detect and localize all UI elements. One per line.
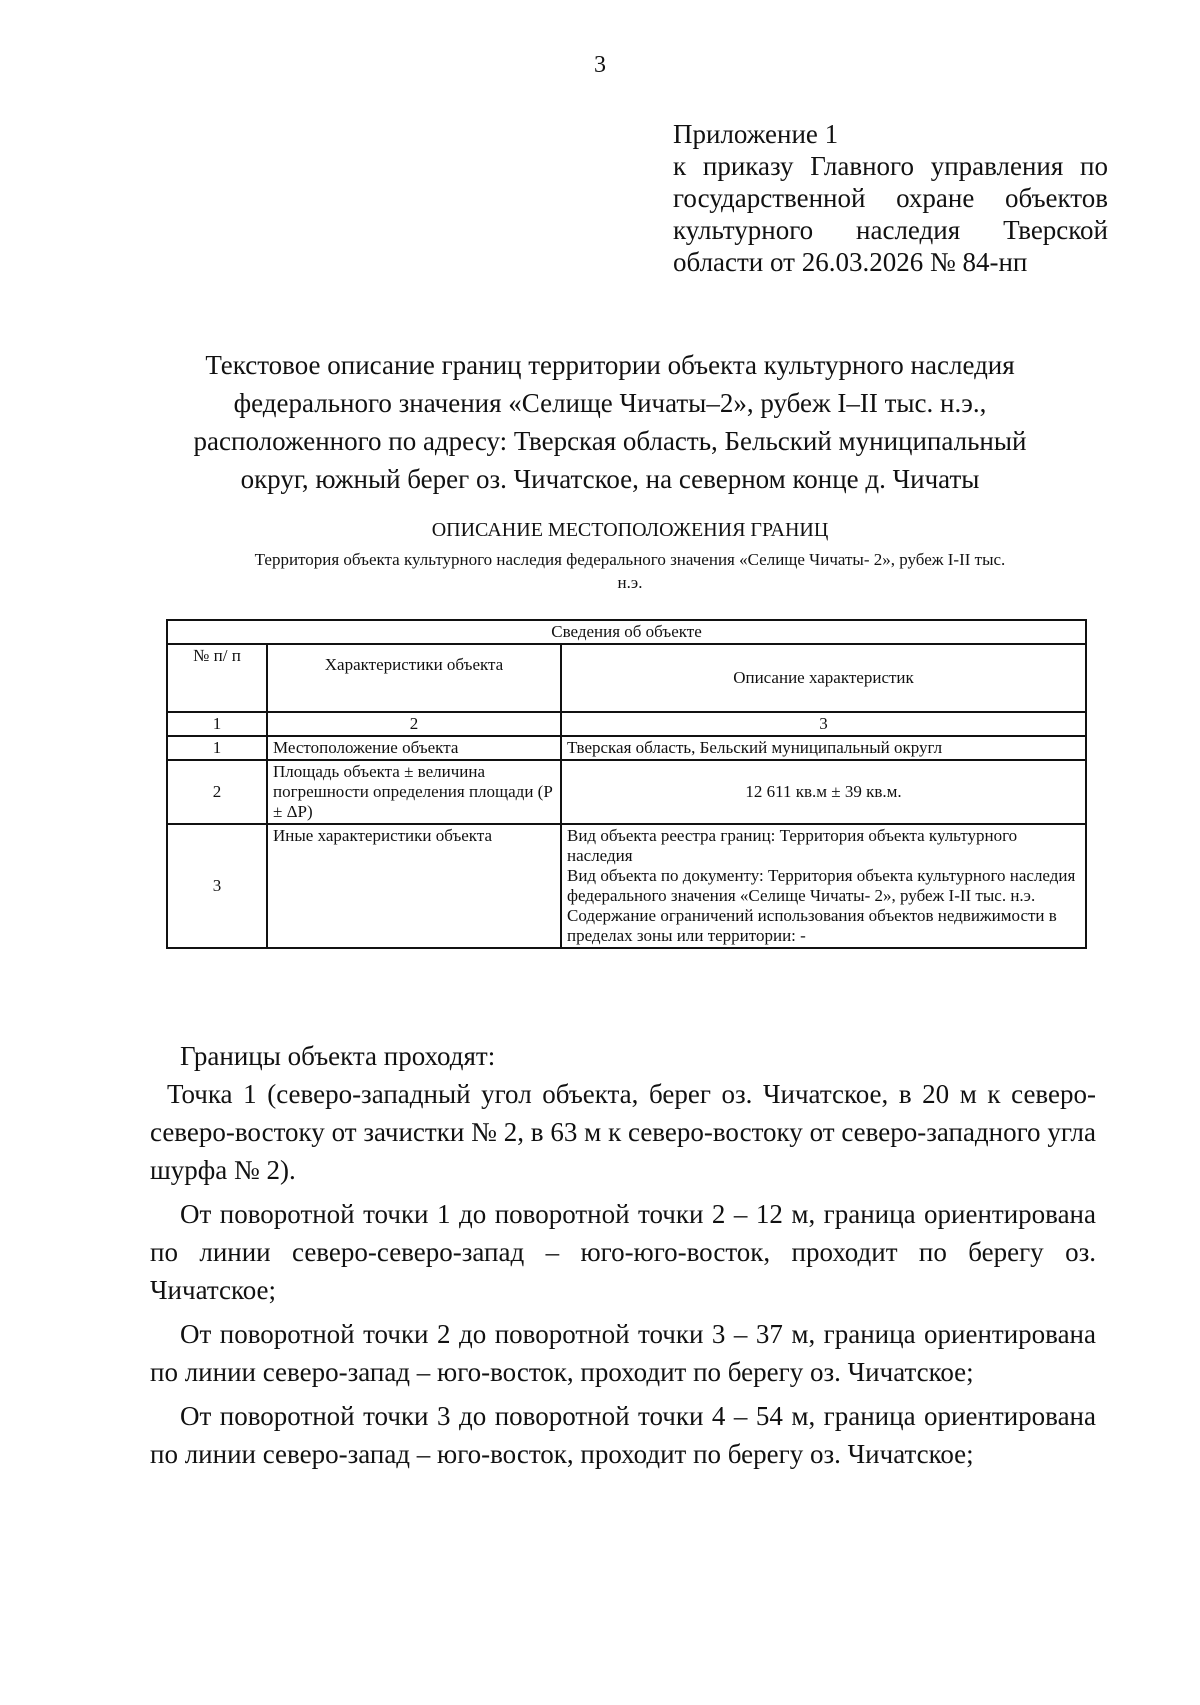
page-number: 3 [594,52,606,78]
point-1-description: Точка 1 (северо-западный угол объекта, берег оз. Чичатское, в 20 м к северо-северо-востоку от зачистки № 2, в 63 м к северо-востоку от северо-западного угла шурфа № 2). [150,1079,1096,1185]
subheading-line: н.э. [617,573,643,592]
row-description-line: Вид объекта по документу: Территория объекта культурного наследия федерального значения «Селище Чичаты- 2», рубеж I-II тыс. н.э. [567,866,1076,905]
row-description-line: Содержание ограничений использования объектов недвижимости в пределах зоны или территории: - [567,906,1057,945]
table-row [167,824,1086,948]
title-line: Текстовое описание границ территории объекта культурного наследия [205,350,1015,380]
row-num: 3 [167,824,267,948]
column-number: 1 [167,712,267,736]
table-caption-row [167,620,1086,644]
column-number-row [167,712,1086,736]
boundaries-section [150,1037,1096,1473]
header-description: Описание характеристик [561,644,1086,712]
boundary-segment: От поворотной точки 1 до поворотной точки 2 – 12 м, граница ориентирована по линии северо-северо-запад – юго-юго-восток, проходит по берегу оз. Чичатское; [150,1199,1096,1305]
row-description-cell [561,824,1086,948]
row-characteristic: Площадь объекта ± величина погрешности определения площади (Р ± ΔР) [267,760,561,824]
title-line: федерального значения «Селище Чичаты–2», рубеж I–II тыс. н.э., [233,388,987,418]
boundaries-intro: Границы объекта проходят: [180,1041,496,1071]
appendix-line: к приказу Главного управления по [673,151,1108,181]
appendix-line: области от 26.03.2026 № 84-нп [673,247,1028,277]
table-row [167,760,1086,824]
appendix-line: государственной охране объектов [673,183,1108,213]
table-caption: Сведения об объекте [167,620,1086,644]
object-info-table [166,619,1087,949]
table-header-row [167,644,1086,712]
row-characteristic: Иные характеристики объекта [267,824,561,948]
title-line: округ, южный берег оз. Чичатское, на северном конце д. Чичаты [240,464,980,494]
header-characteristic: Характеристики объекта [267,644,561,712]
appendix-line: культурного наследия Тверской [673,215,1108,245]
title-line: расположенного по адресу: Тверская область, Бельский муниципальный [193,426,1027,456]
row-description: 12 611 кв.м ± 39 кв.м. [561,760,1086,824]
boundary-segment: От поворотной точки 2 до поворотной точки 3 – 37 м, граница ориентирована по линии северо-запад – юго-восток, проходит по берегу оз. Чичатское; [150,1319,1096,1387]
boundary-description-subheading [170,548,1090,594]
header-num: № п/ п [167,644,267,712]
document-title [150,346,1070,498]
subheading-line: Территория объекта культурного наследия федерального значения «Селище Чичаты- 2», рубеж I-II тыс. [254,550,1006,569]
boundary-description-heading: ОПИСАНИЕ МЕСТОПОЛОЖЕНИЯ ГРАНИЦ [431,519,829,541]
appendix-title: Приложение 1 [673,119,839,149]
boundary-segment: От поворотной точки 3 до поворотной точки 4 – 54 м, граница ориентирована по линии северо-запад – юго-восток, проходит по берегу оз. Чичатское; [150,1401,1096,1469]
column-number: 2 [267,712,561,736]
row-num: 2 [167,760,267,824]
column-number: 3 [561,712,1086,736]
row-characteristic: Местоположение объекта [267,736,561,760]
table-row [167,736,1086,760]
row-description: Тверская область, Бельский муниципальный округл [561,736,1086,760]
row-description-line: Вид объекта реестра границ: Территория объекта культурного наследия [567,826,1018,865]
row-num: 1 [167,736,267,760]
appendix-block [673,118,1108,278]
